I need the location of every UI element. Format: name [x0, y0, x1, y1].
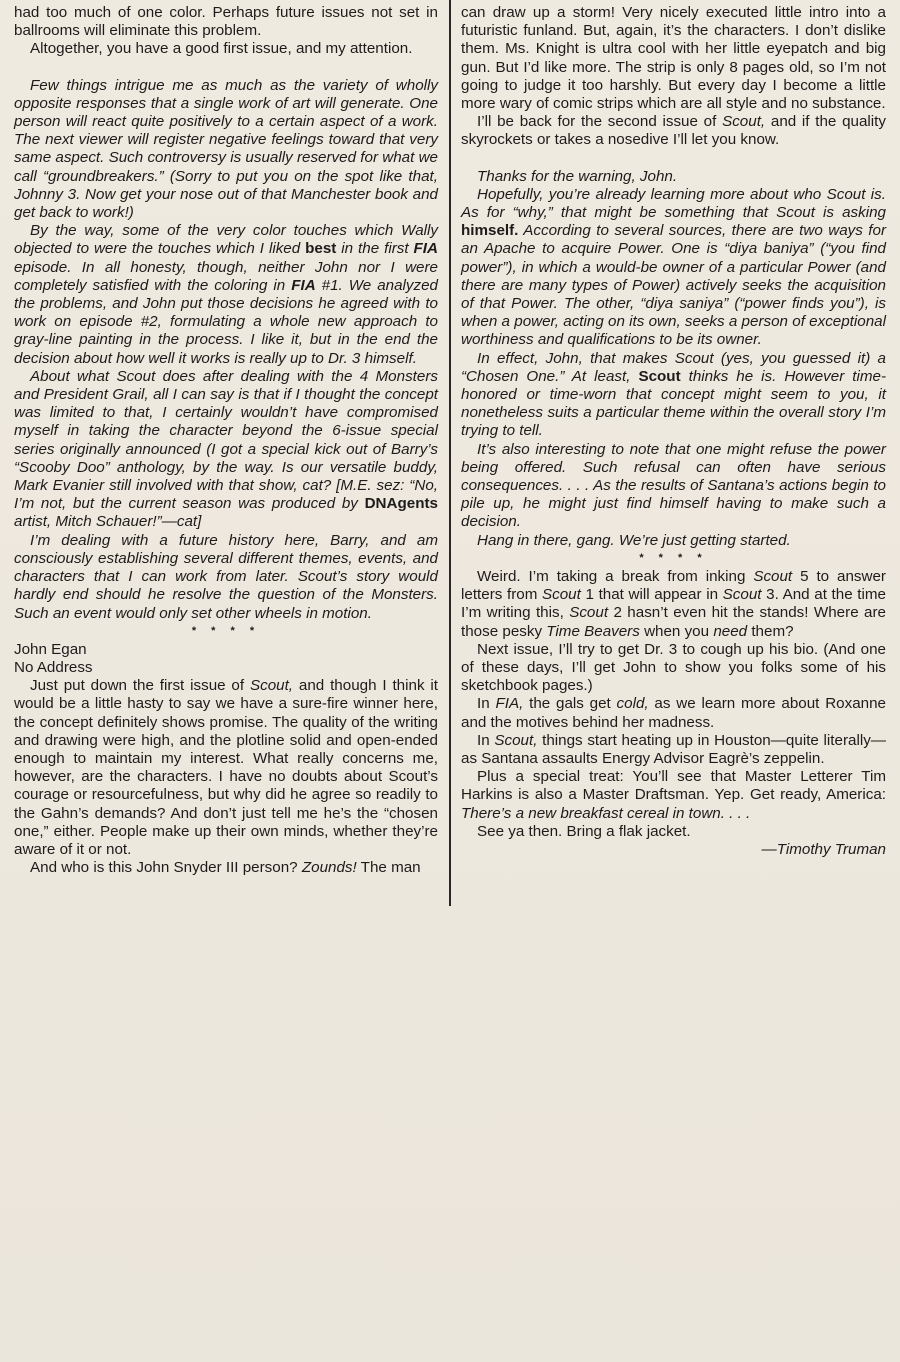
right-column: [461, 4, 886, 859]
reply1-para4: I’m dealing with a future history here, Barry, and am consciously establishing several different themes, events, and characters that I can work from later. Scout’s story would hardly end should he resolve the question of the Monsters. Such an event would only set other wheels in motion.: [14, 531, 438, 622]
letter2-para1: Just put down the first issue of Scout, and though I think it would be a little hasty to say we have a sure-fire winner here, the concept definitely shows promise. The quality of the writing and drawing were high, and the plotline solid and open-ended enough to maintain my interest. What really concerns me, however, are the characters. I have no doubts about Scout’s courage or resourcefulness, but why did he agree so readily to the Gahn’s demands? And don’t just tell me he’s the “chosen one,” either. People make up their own minds, whether they’re aware of it or not.: [14, 677, 438, 858]
column-divider: [449, 0, 451, 906]
closing-para6: See ya then. Bring a flak jacket.: [477, 822, 691, 840]
closing-para2: Next issue, I’ll try to get Dr. 3 to cough up his bio. (And one of these days, I’ll get John to show you folks some of his sketchbook pages.): [461, 640, 886, 695]
letter2-cont-para1: can draw up a storm! Very nicely executed little intro into a futuristic funland. But, again, it’s the characters. I don’t dislike them. Ms. Knight is ultra cool with her little eyepatch and big gun. But I’d like more. The strip is only 8 pages old, so I’m not going to judge it too harshly. But every day I become a little more wary of comic strips which are all style and no substance.: [461, 4, 886, 113]
closing-para5: Plus a special treat: You’ll see that Master Letterer Tim Harkins is also a Master Draftsman. Yep. Get ready, America: There’s a new breakfast cereal in town. . . .: [461, 768, 886, 822]
emphasis-scout: Scout: [638, 367, 681, 385]
emphasis-himself: himself.: [461, 222, 519, 240]
reply2-para1: Thanks for the warning, John.: [477, 167, 678, 185]
emphasis-fia: FIA: [291, 276, 316, 294]
reply2-para2: Hopefully, you’re already learning more about who Scout is. As for “why,” that might be something that Scout is asking himself. According to several sources, there are two ways for an Apache to acquire Power. One is “diya baniya” (“you find power”), in which a would-be owner of a particular Power (and there are many types of Power) actively seeks the acquisition of that Power. The other, “diya saniya” (“power finds you”), is when a power, acting on its own, seeks a person of exceptional worthiness and qualifications to be its owner.: [461, 185, 886, 349]
closing-para4: In Scout, things start heating up in Houston—quite literally—as Santana assaults Energy Advisor Eagrè’s zeppelin.: [461, 731, 886, 767]
letter2-cont-para2: I’ll be back for the second issue of Scout, and if the quality skyrockets or takes a nosedive I’ll let you know.: [461, 113, 886, 149]
reply1-para3: About what Scout does after dealing with the 4 Monsters and President Grail, all I can say is that if I thought the concept was limited to that, I certainly wouldn’t have compromised myself in taking the character beyond the 6-issue special series originally announced (I got a special kick out of Barry’s “Scooby Doo” anthology, by the way. Is our versatile buddy, Mark Evanier still involved with that show, cat? [M.E. sez: “No, I’m not, but the current season was produced by DNAgents artist, Mitch Schauer!”—cat]: [14, 367, 438, 531]
emphasis-best: best: [305, 240, 337, 258]
section-separator: * * * *: [639, 551, 708, 564]
reply2-para5: Hang in there, gang. We’re just getting started.: [477, 531, 791, 549]
letter2-author-name: John Egan: [14, 640, 87, 658]
closing-para1: Weird. I’m taking a break from inking Scout 5 to answer letters from Scout 1 that will appear in Scout 3. And at the time I’m writing this, Scout 2 hasn’t even hit the stands! Where are those pesky Time Beavers when you need them?: [461, 567, 886, 640]
reply2-para4: It’s also interesting to note that one might refuse the power being offered. Such refusal can often have serious consequences. . . . As the results of Santana’s actions begin to pile up, he might just find himself having to make such a decision.: [461, 440, 886, 531]
section-separator: * * * *: [191, 624, 261, 637]
closing-para3: In FIA, the gals get cold, as we learn more about Roxanne and the motives behind her madness.: [461, 695, 886, 731]
emphasis-fia: FIA: [413, 240, 438, 258]
letter2-author-address: No Address: [14, 658, 93, 676]
reply2-para3: In effect, John, that makes Scout (yes, you guessed it) a “Chosen One.” At least, Scout thinks he is. However time-honored or time-worn that concept might seem to you, it nonetheless suits a particular theme within the overall story I’m trying to tell.: [461, 349, 887, 440]
emphasis-dnagents: DNAgents: [364, 495, 438, 513]
signature: —Timothy Truman: [761, 840, 886, 858]
reply1-para2: By the way, some of the very color touches which Wally objected to were the touches which I liked best in the first FIA episode. In all honesty, though, neither John nor I were completely satisfied with the coloring in FIA #1. We analyzed the problems, and John put those decisions he agreed with to work on episode #2, formulating a whole new approach to gray-line painting in the process. I like it, but in the end the decision about how well it works is really up to Dr. 3 himself.: [14, 222, 438, 367]
letter2-para2: And who is this John Snyder III person? Zounds! The man: [30, 859, 421, 877]
letter1-end-para1: had too much of one color. Perhaps future issues not set in ballrooms will eliminate this problem.: [14, 4, 438, 40]
letter1-end-para2: Altogether, you have a good first issue, and my attention.: [30, 40, 413, 58]
reply1-para1: Few things intrigue me as much as the variety of wholly opposite responses that a single work of art will generate. One person will react quite positively to a certain aspect of a work. The next viewer will register negative feelings toward that very same aspect. Such controversy is usually reserved for what we call “groundbreakers.” (Sorry to put you on the spot like that, Johnny 3. Now get your nose out of that Manchester book and get back to work!): [14, 76, 438, 222]
left-column: [14, 4, 438, 877]
